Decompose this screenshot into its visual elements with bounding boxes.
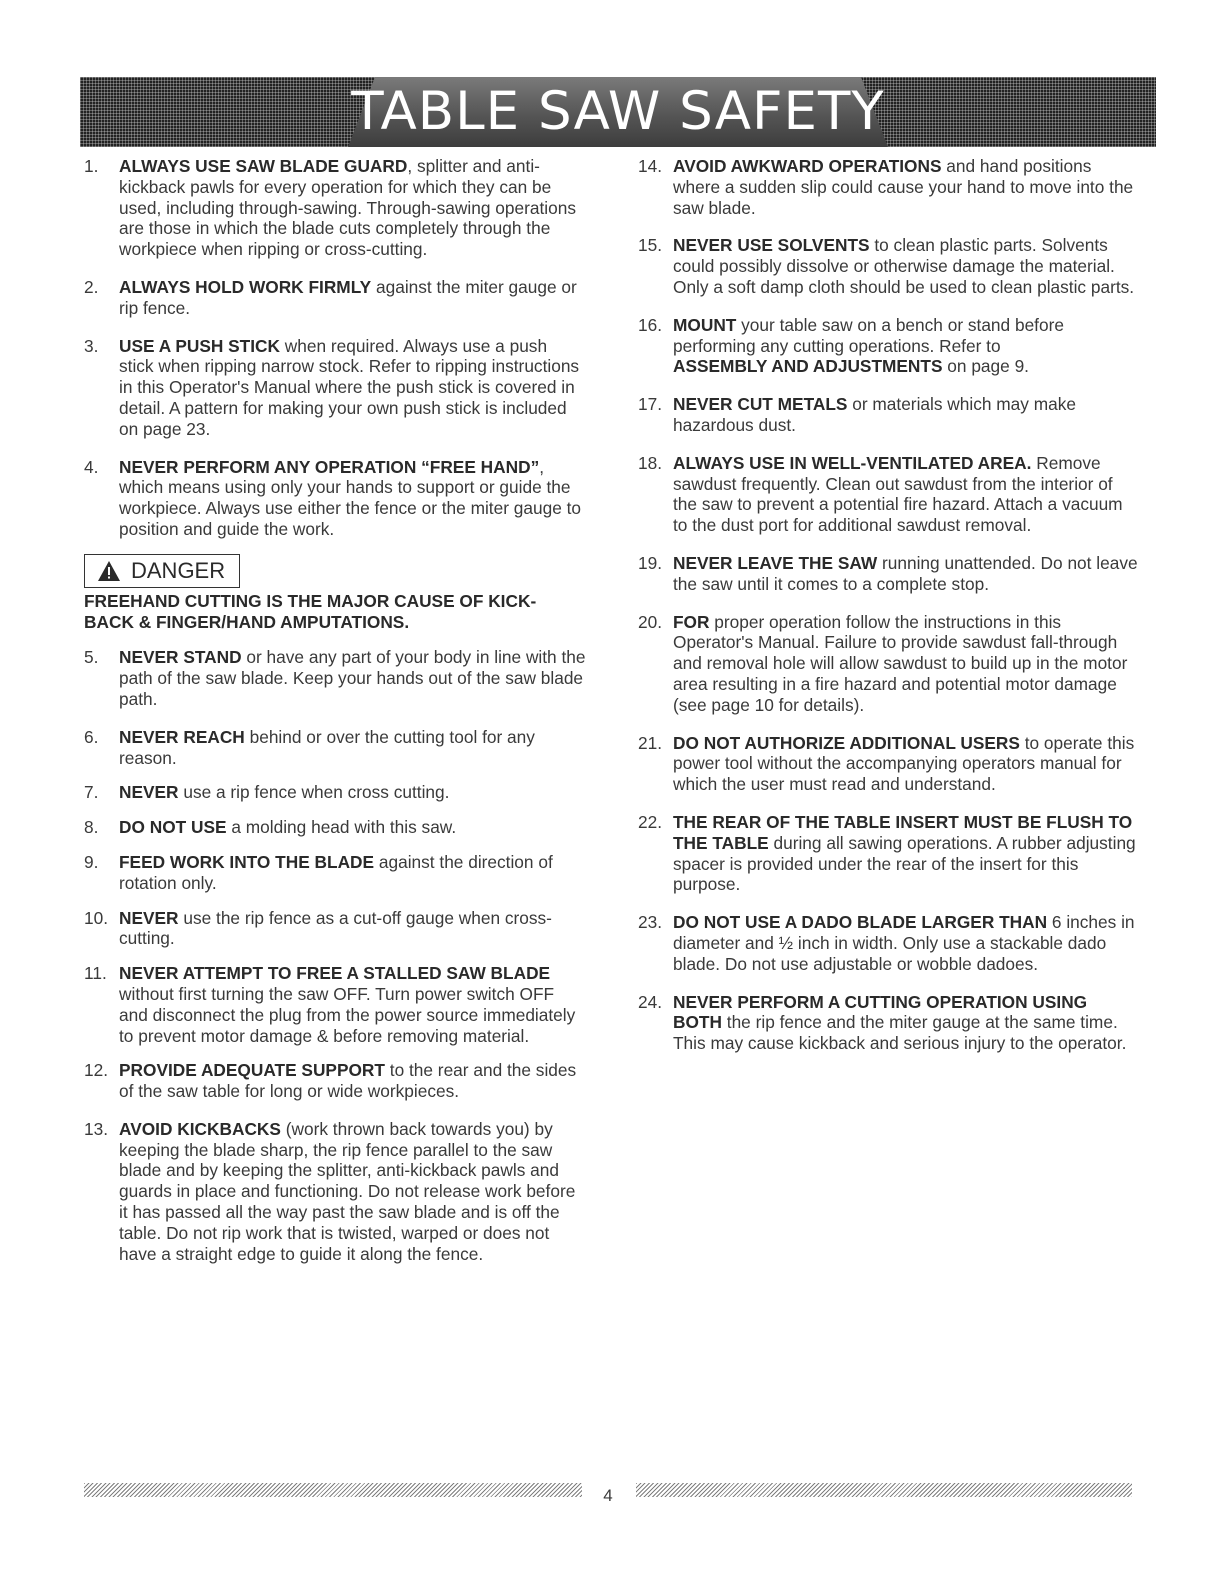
danger-label: DANGER [131,558,226,584]
rule-text: to clean plastic parts. Solvents could possibly dissolve or otherwise damage the material. Only a soft damp cloth should be used to clean plastic parts. [673,235,1135,297]
rule-text: to the rear and the sides of the saw table for long or wide workpieces. [119,1060,577,1102]
rule-heading: DO NOT AUTHORIZE ADDITIONAL USERS [673,732,1020,753]
rule-text: against the miter gauge or rip fence. [119,276,577,318]
rule-number: 4. [84,456,99,477]
rule-number: 6. [84,726,99,747]
rule-number: 20. [638,611,663,632]
rule-text: your table saw on a bench or stand before performing any cutting operations. Refer to [673,314,1064,356]
rule-body [119,1060,586,1102]
rule-text: during all sawing operations. A rubber adjusting spacer is provided under the rear of the insert for this purpose. [673,832,1136,895]
rule-number: 15. [638,235,663,256]
rule-heading: ALWAYS USE SAW BLADE GUARD [119,156,408,176]
safety-rule [638,315,1138,377]
safety-rule [84,336,586,440]
rule-text: (work thrown back towards you) by keeping the blade sharp, the rip fence parallel to the saw blade and by keeping the splitter, anti-kickback pawls and guards in place and functioning. Do not release work before it has passed all the way past the saw blade and is off the table. Do not rip work that is twisted, warped or does not have a straight edge to guide it along the fence. [119,1118,576,1264]
rule-heading: ALWAYS HOLD WORK FIRMLY [119,276,372,297]
danger-box [84,554,240,588]
safety-rule [84,963,586,1046]
rule-body [119,277,586,319]
rule-heading: NEVER [119,907,179,928]
rule-body [119,457,586,540]
safety-rule [84,852,586,894]
rule-heading: NEVER REACH [119,726,245,747]
rule-number: 21. [638,732,663,753]
rule-heading: MOUNT [673,314,737,335]
rule-body [673,612,1138,716]
rule-text-tail: on page 9. [942,356,1029,377]
right-column [638,156,1138,1054]
rule-text: a molding head with this saw. [226,817,457,838]
rule-body [673,812,1138,895]
safety-rule [638,912,1138,974]
rule-text: or materials which may make hazardous dust. [673,394,1076,435]
safety-rule [84,1060,586,1102]
safety-rule [638,235,1138,297]
rule-text: , which means using only your hands to support or guide the workpiece. Always use either the fence or the miter gauge to position and guide the work. [119,456,582,539]
safety-rule [84,277,586,319]
safety-rule [84,817,586,838]
rule-text: or have any part of your body in line with the path of the saw blade. Keep your hands out of the saw blade path. [119,647,586,709]
rule-text: proper operation follow the instructions in this Operator's Manual. Failure to provide sawdust fall-through and removal hole will allow sawdust to build up in the motor area resulting in a fire hazard and potential motor damage (see page 10 for details). [673,611,1128,715]
rule-heading: NEVER USE SOLVENTS [673,235,870,256]
rule-number: 10. [84,907,109,928]
rule-number: 7. [84,782,99,803]
rule-number: 12. [84,1060,109,1081]
rule-heading: DO NOT USE [119,817,227,838]
page-number: 4 [603,1486,613,1505]
rule-number: 16. [638,314,663,335]
rule-text: against the direction of rotation only. [119,851,553,893]
rule-number: 24. [638,991,663,1012]
rule-text: when required. Always use a push stick when ripping narrow stock. Refer to ripping instructions in this Operator's Manual where the push stick is covered in detail. A pattern for making your own push stick is included on page 23. [119,335,580,439]
rule-text: without first turning the saw OFF. Turn power switch OFF and disconnect the plug from the power source immediately to prevent motor damage & before removing material. [119,983,576,1046]
safety-rule [638,156,1138,218]
rule-body [119,336,586,440]
rule-body [673,992,1138,1054]
rule-number: 19. [638,552,663,573]
rule-heading: DO NOT USE A DADO BLADE LARGER THAN [673,912,1048,933]
rule-body [673,733,1138,795]
rule-body [119,908,586,950]
rule-body [119,963,586,1046]
rule-text: Remove sawdust frequently. Clean out sawdust from the interior of the saw to prevent a potential fire hazard. Attach a vacuum to the dust port for additional sawdust removal. [673,452,1123,536]
safety-rule [84,782,586,803]
rule-heading: THE REAR OF THE TABLE INSERT MUST BE FLUSH TO THE TABLE [673,811,1133,853]
safety-rule [638,733,1138,795]
rule-number: 14. [638,156,663,176]
rule-body [673,156,1138,218]
rule-text: to operate this power tool without the accompanying operators manual for which the user must read and understand. [673,732,1135,795]
rule-body [119,782,586,803]
rule-text: 6 inches in diameter and ½ inch in width. Only use a stackable dado blade. Do not use adjustable or wobble dadoes. [673,912,1135,974]
rule-number: 17. [638,394,663,415]
rule-heading: NEVER [119,782,179,803]
safety-rule [638,612,1138,716]
rule-body [673,912,1138,974]
title-banner [80,77,1156,147]
rule-heading: FEED WORK INTO THE BLADE [119,851,375,872]
safety-rule [638,453,1138,536]
rule-number: 23. [638,912,663,933]
rule-heading: ALWAYS USE IN WELL-VENTILATED AREA. [673,452,1032,473]
warning-triangle-icon [97,560,121,582]
rule-body [119,817,586,838]
safety-rule [638,553,1138,595]
footer-rule-left [84,1483,582,1497]
rule-heading: NEVER LEAVE THE SAW [673,552,878,573]
rule-text: and hand positions where a sudden slip could cause your hand to move into the saw blade. [673,156,1134,218]
rule-text: behind or over the cutting tool for any reason. [119,726,535,768]
rule-body [119,156,586,260]
rule-heading: NEVER PERFORM A CUTTING OPERATION USING BOTH [673,991,1088,1033]
footer-rule-right [636,1483,1132,1497]
rule-body [673,394,1138,436]
rule-heading: PROVIDE ADEQUATE SUPPORT [119,1060,385,1081]
rule-body [673,553,1138,595]
page-title: TABLE SAW SAFETY [351,81,885,142]
rule-text: , splitter and anti-kickback pawls for every operation for which they can be used, including through-sawing. Through-sawing operations are those in which the blade cuts completely through the workpiece when ripping or cross-cutting. [119,156,576,260]
rule-number: 13. [84,1118,109,1139]
rule-number: 5. [84,647,99,668]
safety-rule [84,1119,586,1265]
safety-rule [84,908,586,950]
danger-notice [84,540,586,633]
safety-rule [84,457,586,540]
rule-body [119,647,586,709]
rule-heading: FOR [673,611,710,632]
rule-heading: USE A PUSH STICK [119,335,280,356]
rule-text: running unattended. Do not leave the saw until it comes to a complete stop. [673,552,1138,594]
left-column [84,156,586,1264]
safety-rule [84,156,586,260]
rule-heading: NEVER STAND [119,647,242,668]
rule-heading: AVOID KICKBACKS [119,1118,281,1139]
safety-rule [638,812,1138,895]
rule-text: use a rip fence when cross cutting. [178,782,450,803]
safety-rule [84,647,586,709]
rule-heading-reference: ASSEMBLY AND ADJUSTMENTS [673,356,943,377]
rule-body [673,315,1138,377]
rule-number: 11. [84,963,107,984]
rule-number: 3. [84,335,99,356]
rule-number: 22. [638,811,663,832]
rule-heading: AVOID AWKWARD OPERATIONS [673,156,942,176]
rule-number: 9. [84,851,99,872]
rule-number: 18. [638,452,663,473]
rule-body [673,453,1138,536]
rule-text: the rip fence and the miter gauge at the same time. This may cause kickback and serious injury to the operator. [673,1012,1127,1054]
rule-body [119,852,586,894]
safety-rule [638,992,1138,1054]
rule-body [673,235,1138,297]
rule-number: 2. [84,276,99,297]
rule-heading: NEVER ATTEMPT TO FREE A STALLED SAW BLADE [119,963,551,984]
rule-body [119,1119,586,1265]
danger-text: FREEHAND CUTTING IS THE MAJOR CAUSE OF KICK-BACK & FINGER/HAND AMPUTATIONS. [84,590,537,632]
safety-rule [638,394,1138,436]
safety-rule [84,727,586,769]
rule-number: 8. [84,817,99,838]
rule-heading: NEVER CUT METALS [673,394,848,415]
rule-body [119,727,586,769]
rule-text: use the rip fence as a cut-off gauge when cross-cutting. [119,907,552,949]
rule-number: 1. [84,156,99,176]
rule-heading: NEVER PERFORM ANY OPERATION “FREE HAND” [119,456,540,477]
